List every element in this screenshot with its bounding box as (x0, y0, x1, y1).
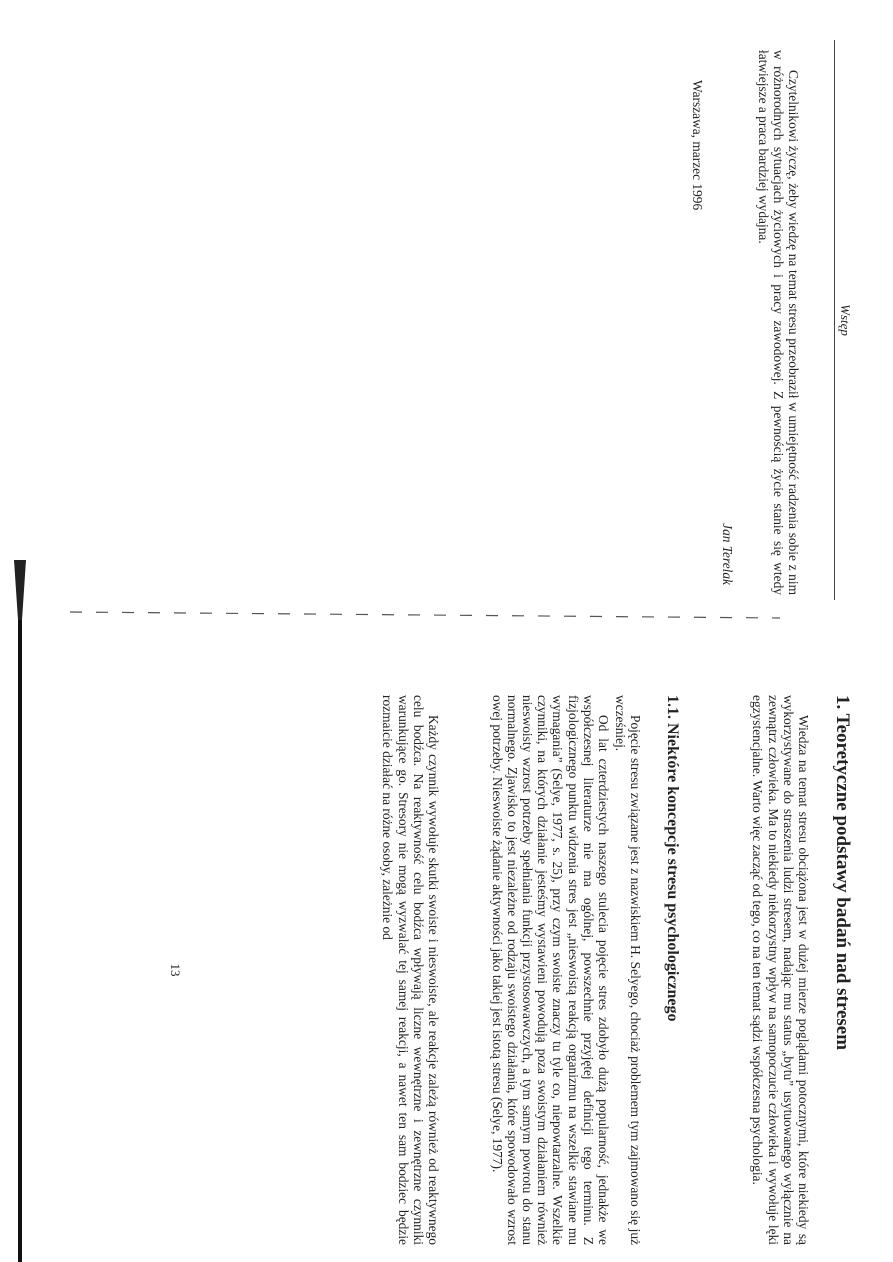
section-title: 1.1. Niektóre koncepcje stresu psychologicznego (664, 695, 681, 1022)
author-name: Jan Terelak (720, 523, 735, 585)
section-paragraph: Pojęcie stresu związane jest z nazwiskiem H. Selyego, chociaż problemem tym zajmowano się już wcześniej. (612, 695, 643, 1245)
intro-paragraph: Czytelnikowi życzę, żeby wiedzę na temat stresu przeobraził w umiejętność radzenia sobie z nim w różnorodnych sytuacjach życiowych i pracy zawodowej. Z pewnością życie stanie się wtedy łatwiejsze a praca bardziej wydajna. (755, 50, 801, 595)
running-head: Wstęp (834, 40, 853, 600)
place-date: Warszawa, marzec 1996 (690, 80, 705, 211)
section-paragraph: Od lat czterdziestych naszego stulecia pojęcie stres zdobyło dużą popularność, jednakże we współczesnej literaturze nie ma ogólnej, powszechnie przyjętej definicji tego terminu. Z fizjologicznego punktu widzenia stres jest „nieswoistą reakcją organizmu na wszelkie stawiane mu wymagania” (Selye, 1977, s. 25), przy czym swoiste znaczy tu tyle co, niepowtarzalne. Wszelkie czynniki, na których działanie jesteśmy wystawieni powodują poza swoistym działaniem również nieswoisty wzrost potrzeby spełniania funkcji przystosowawczych, a tym samym powrotu do stanu normalnego. Zjawisko to jest niezależne od rodzaju swoistego działania, które spowodowało wzrost owej potrzeby. Nieswoiste żądanie aktywności jako takiej jest istotą stresu (Selye, 1977). (489, 695, 611, 1245)
left-page (0, 40, 893, 600)
chapter-intro-paragraph: Wiedza na temat stresu obciążona jest w dużej mierze poglądami potocznymi, które niekiedy są wykorzystywane do straszenia ludzi stresem, nadając mu status „bytu” usytuowanego wyłącznie na zewnątrz człowieka. Ma to niekiedy niekorzystny wpływ na samopoczucie człowieka i wywołuje lęki egzystencjalne. Warto więc zacząć od tego, co na ten temat sądzi współczesna psychologia. (750, 695, 811, 1245)
chapter-title: 1. Teoretyczne podstawy badań nad stresem (832, 695, 853, 1051)
intro-text (755, 50, 801, 595)
right-page (0, 690, 893, 1250)
section-paragraph: Każdy czynnik wywołuje skutki swoiste i nieswoiste, ale reakcje zależą również od reaktywnego celu bodźca. Na reaktywność celu bodźca wpływają liczne wewnętrzne i zewnętrzne czynniki warunkujące go. Stresory nie mogą wyzwalać tej samej reakcji, a nawet ten sam bodziec będzie rozmaicie działać na różne osoby, zależnie od (380, 695, 441, 1245)
page-number: 13 (168, 963, 183, 977)
